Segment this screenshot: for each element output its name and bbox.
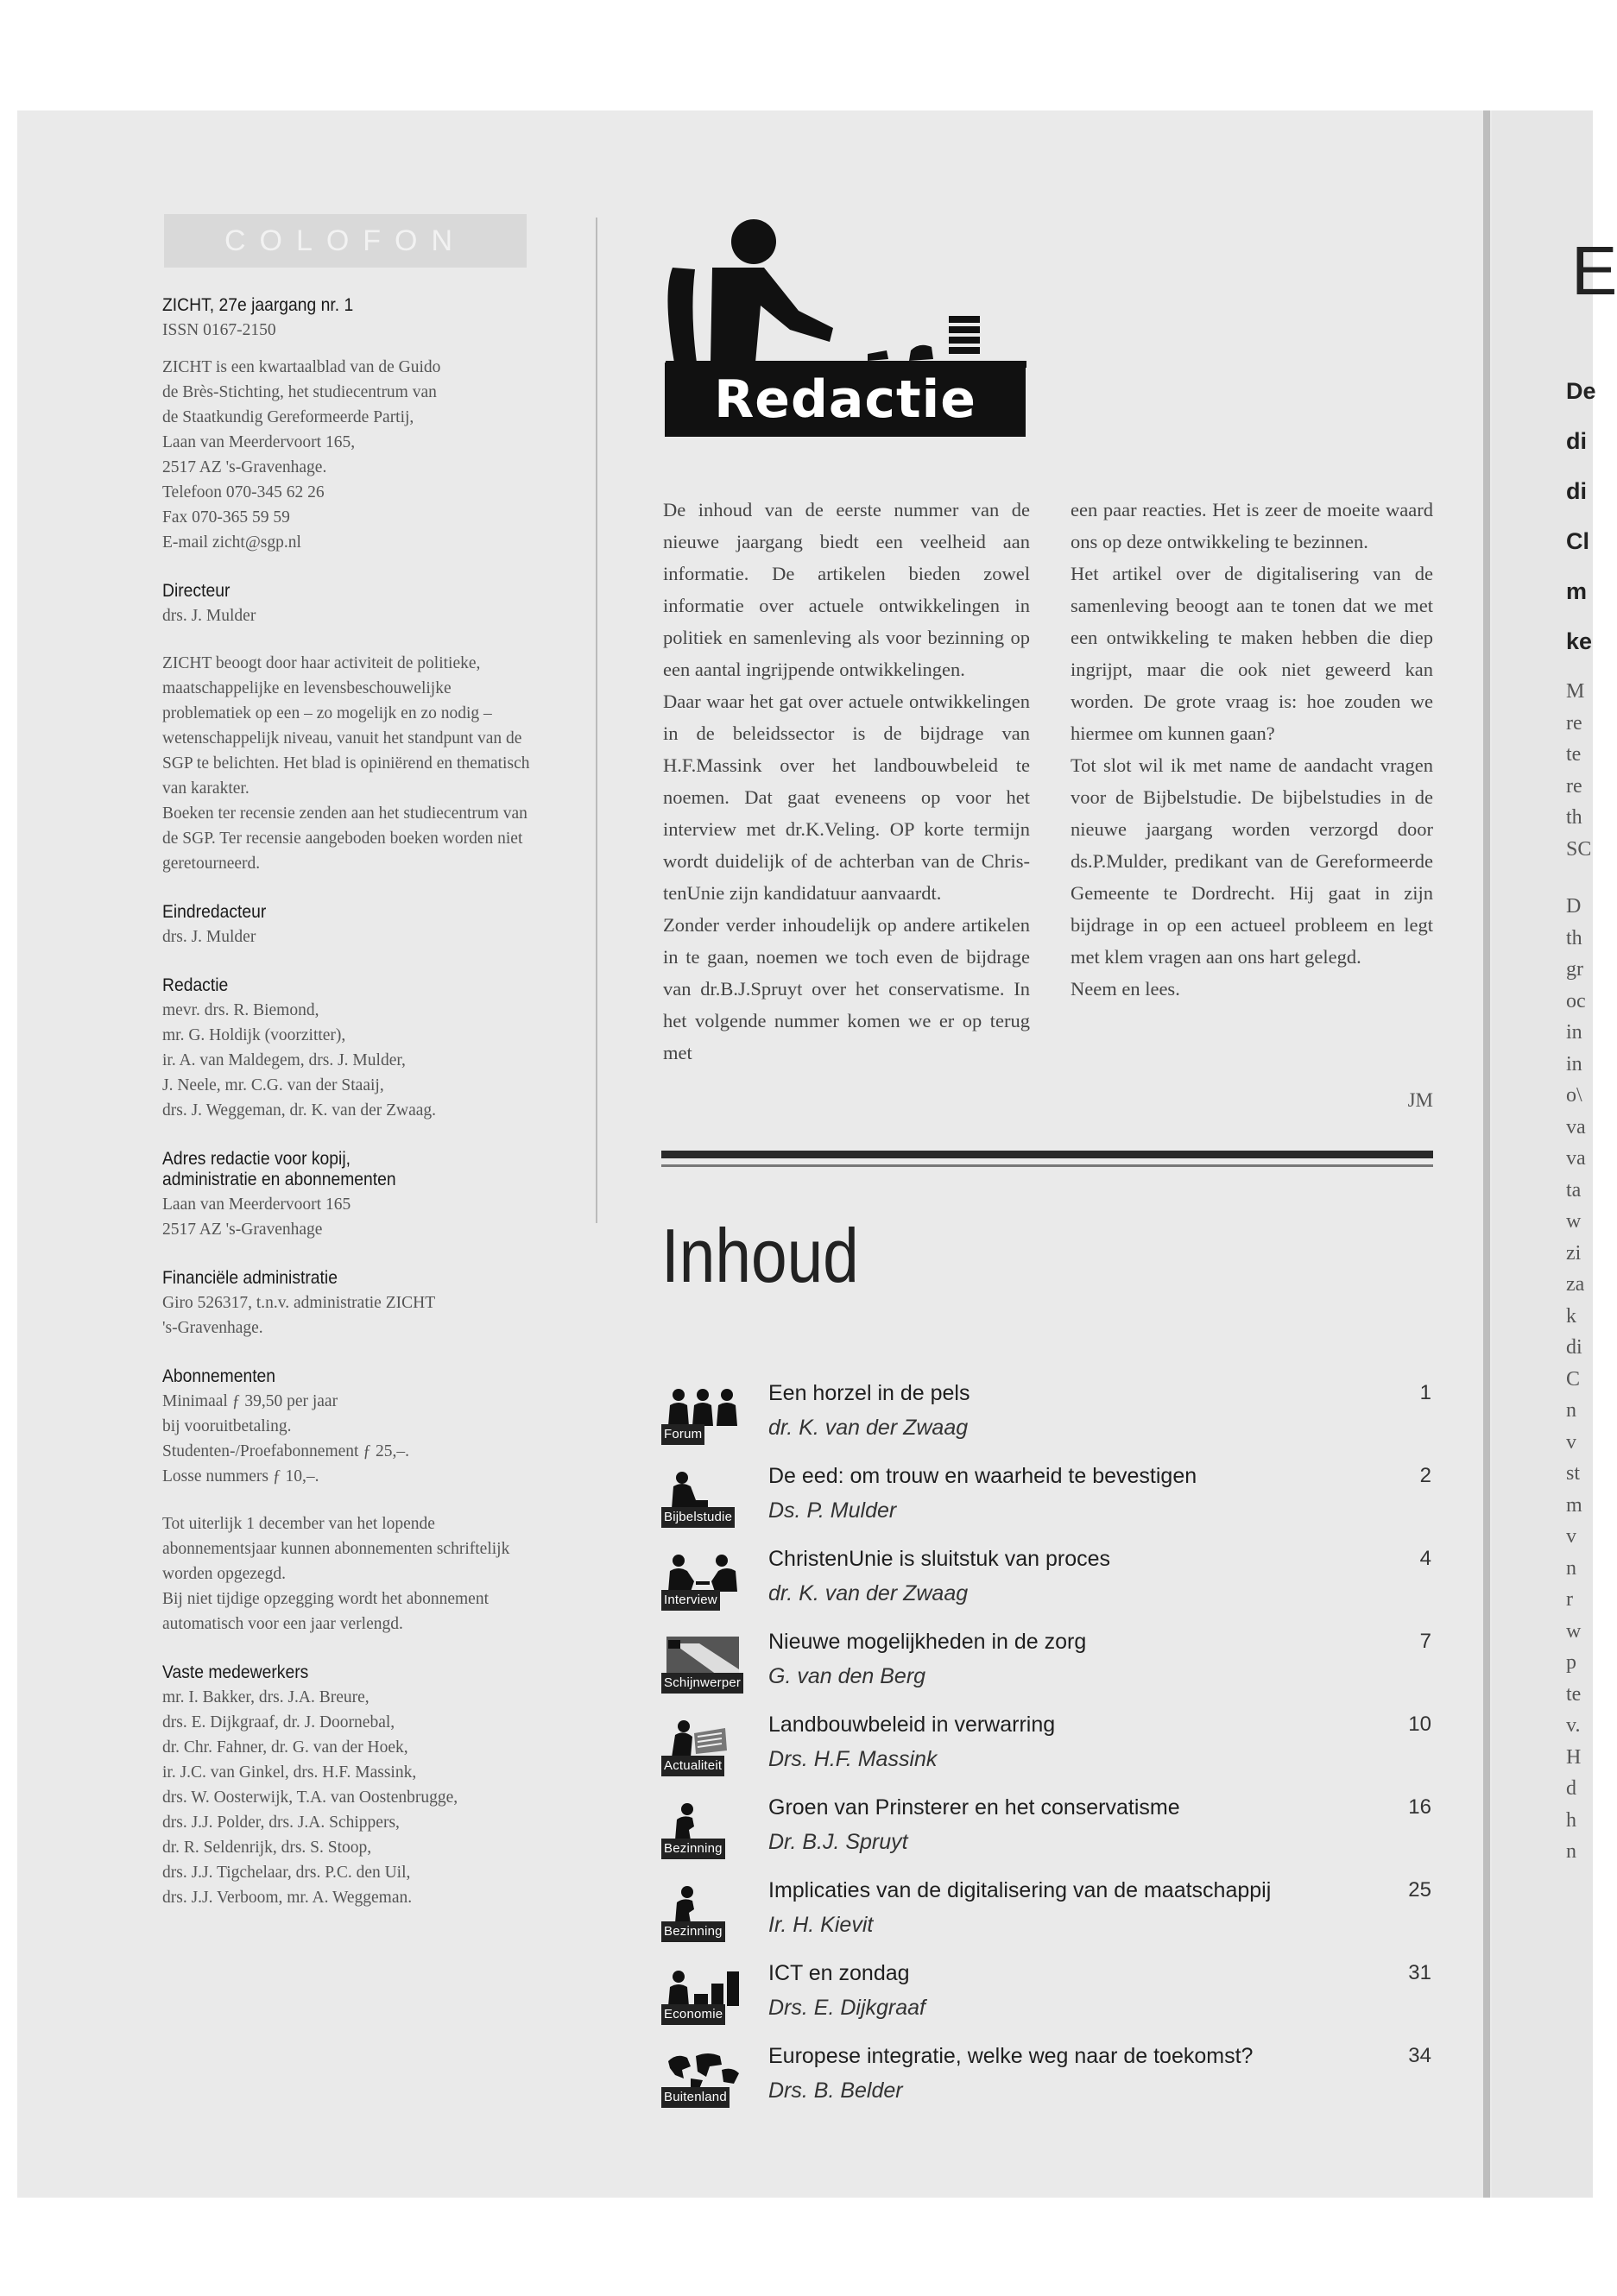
editorial-paragraph: De inhoud van de eerste nummer van de nieuwe jaargang biedt een veelheid aan informatie. De artikelen bieden zowel informatie over actuele ontwikkelingen in politiek en samenleving als voor bezinning op een aantal ingrijpende ontwikkelingen. <box>663 499 1030 680</box>
toc-item[interactable] <box>661 1713 1438 1792</box>
toc-category-tag: Bezinning <box>661 1839 725 1859</box>
right-page-text-fragment: va <box>1566 1115 1586 1139</box>
colophon-line: E-mail zicht@sgp.nl <box>162 533 301 552</box>
toc-author: Drs. B. Belder <box>768 2078 903 2103</box>
toc-category-tag: Forum <box>661 1424 704 1445</box>
toc-item[interactable] <box>661 1547 1438 1626</box>
editorial-signature: JM <box>1407 1089 1433 1111</box>
right-page-bold-fragment: di <box>1566 478 1587 504</box>
right-page-text-fragment: w <box>1566 1619 1582 1643</box>
column-divider <box>596 218 597 1223</box>
colophon-line: Minimaal ƒ 39,50 per jaar <box>162 1392 338 1410</box>
renewal-text: Bij niet tijdige opzegging wordt het abonnement automatisch voor een jaar verlengd. <box>162 1590 490 1633</box>
mission-text: ZICHT beoogt door haar activiteit de politieke, maatschappelijke en levensbeschouwelijke problematiek op een – zo mogelijk en zo nodig – wetenschappelijk niveau, vanuit het standpunt van de SGP te belichten. Het blad is opiniërend en thematisch van karakter. <box>162 654 530 798</box>
right-page-text-fragment: k <box>1566 1304 1576 1328</box>
right-page-text-fragment: te <box>1566 1682 1582 1706</box>
right-page-text-fragment: m <box>1566 1493 1582 1517</box>
reader-icon <box>665 1469 741 1509</box>
toc-page-number: 7 <box>1419 1630 1431 1653</box>
editorial-paragraph: Tot slot wil ik met name de aandacht vragen voor de Bijbelstudie. De bijbelstudies in de nieuwe jaargang worden verzorgd door ds.P.Mulder, predikant van de Gereformeerde Gemeente te Dordrecht. Hij gaat in zijn bijdrage in op een actueel probleem en legt met klem vragen aan ons hart gelegd. <box>1071 754 1433 968</box>
right-page-text-fragment: n <box>1566 1399 1576 1422</box>
colophon-line: Laan van Meerdervoort 165 <box>162 1195 351 1214</box>
colophon-line: drs. J. Weggeman, dr. K. van der Zwaag. <box>162 1101 437 1120</box>
redactie-header: Redactie <box>665 363 1026 437</box>
right-page-text-fragment: n <box>1566 1840 1576 1863</box>
issn: ISSN 0167-2150 <box>162 321 276 339</box>
colophon-tab: COLOFON <box>164 214 527 268</box>
toc-title: De eed: om trouw en waarheid te bevestigen <box>768 1464 1197 1488</box>
right-page-text-fragment: di <box>1566 1336 1582 1359</box>
right-page-text-fragment: v <box>1566 1525 1576 1548</box>
right-page-text-fragment: p <box>1566 1651 1576 1674</box>
thinker-icon <box>665 1801 741 1840</box>
thinker-icon <box>665 1883 741 1923</box>
right-page-text-fragment: th <box>1566 926 1582 949</box>
editorial-paragraph: Zonder verder inhoudelijk op andere artikelen in te gaan, noemen we toch even de bijdrage van dr.B.J.Spruyt over het conservatisme. In het volgende nummer komen we er op terug met <box>663 914 1030 1063</box>
toc-title: Implicaties van de digitalisering van de maatschappij <box>768 1878 1272 1902</box>
editorial-column-2 <box>1071 494 1433 1005</box>
economy-icon <box>665 1966 741 2006</box>
binding-gutter <box>1483 110 1490 2198</box>
toc-item[interactable] <box>661 1961 1438 2041</box>
colophon-line: 's-Gravenhage. <box>162 1319 263 1337</box>
colophon-line: mevr. drs. R. Biemond, <box>162 1001 319 1019</box>
section-rule-thin <box>661 1164 1433 1167</box>
spotlight-icon <box>665 1635 741 1675</box>
right-page-text-fragment: r <box>1566 1588 1573 1611</box>
toc-page-number: 34 <box>1408 2044 1431 2067</box>
colophon-line: ir. J.C. van Ginkel, drs. H.F. Massink, <box>162 1763 417 1782</box>
colophon-line: mr. G. Holdijk (voorzitter), <box>162 1026 346 1044</box>
right-page-text-fragment: n <box>1566 1556 1576 1580</box>
editorial-board-heading: Redactie <box>162 975 229 995</box>
toc-category-tag: Buitenland <box>661 2087 730 2108</box>
contributors-list <box>162 1685 534 1910</box>
colophon-line: drs. J.J. Verboom, mr. A. Weggeman. <box>162 1889 413 1907</box>
editorial-column-1 <box>663 494 1030 1069</box>
right-page-text-fragment: C <box>1566 1367 1581 1391</box>
colophon-line: drs. W. Oosterwijk, T.A. van Oostenbrugge, <box>162 1788 458 1807</box>
right-page-bold-fragment: ke <box>1566 628 1593 654</box>
toc-page-number: 4 <box>1419 1547 1431 1570</box>
toc-title: Landbouwbeleid in verwarring <box>768 1713 1056 1737</box>
right-page-initial: E <box>1571 232 1617 309</box>
right-page-text-fragment: D <box>1566 895 1582 918</box>
toc-page-number: 10 <box>1408 1713 1431 1736</box>
colophon-line: bij vooruitbetaling. <box>162 1417 292 1435</box>
toc-title: Een horzel in de pels <box>768 1381 970 1405</box>
toc-title: Nieuwe mogelijkheden in de zorg <box>768 1630 1087 1654</box>
toc-page-number: 2 <box>1419 1464 1431 1487</box>
colophon-line: drs. J.J. Tigchelaar, drs. P.C. den Uil, <box>162 1864 411 1882</box>
toc-author: Dr. B.J. Spruyt <box>768 1830 908 1854</box>
colophon-line: Telefoon 070-345 62 26 <box>162 483 325 501</box>
editorial-paragraph: Het artikel over de digitalisering van de samenleving beoogt aan te tonen dat we met een ontwikkeling te maken hebben die diep ingrijpt, maar die ook niet geweerd kan worden. De grote vraag is: hoe zouden we hiermee om kunnen gaan? <box>1071 563 1433 744</box>
director-heading: Directeur <box>162 581 231 601</box>
interview-icon <box>665 1552 741 1592</box>
subscriptions-heading: Abonnementen <box>162 1366 276 1386</box>
right-page-text-fragment: re <box>1566 711 1582 735</box>
editor-in-chief-name: drs. J. Mulder <box>162 928 256 946</box>
people-group-icon <box>665 1386 741 1426</box>
right-page-text-fragment: zi <box>1566 1241 1582 1265</box>
right-page-text-fragment: d <box>1566 1777 1576 1800</box>
colophon-line: dr. R. Seldenrijk, drs. S. Stoop, <box>162 1839 372 1857</box>
editorial-paragraph: een paar reacties. Het is zeer de moeite waard ons op deze ontwikkeling te bezinnen. <box>1071 499 1433 552</box>
section-rule <box>661 1151 1433 1158</box>
toc-category-tag: Economie <box>661 2004 725 2025</box>
right-page-text-fragment: te <box>1566 743 1582 766</box>
toc-page-number: 16 <box>1408 1795 1431 1819</box>
right-page-bold-fragment: di <box>1566 428 1587 454</box>
toc-title: ChristenUnie is sluitstuk van proces <box>768 1547 1110 1571</box>
right-magazine-page-edge <box>1492 110 1617 2198</box>
colophon <box>162 295 534 1910</box>
finance-heading: Financiële administratie <box>162 1268 338 1288</box>
colophon-line: Losse nummers ƒ 10,–. <box>162 1467 319 1485</box>
colophon-line: Fax 070-365 59 59 <box>162 508 290 527</box>
toc-item[interactable] <box>661 1464 1438 1543</box>
editorial-paragraph: Neem en lees. <box>1071 978 1180 1000</box>
colophon-line: J. Neele, mr. C.G. van der Staaij, <box>162 1076 384 1094</box>
right-page-text-fragment: gr <box>1566 958 1583 981</box>
right-page-text-fragment: SC <box>1566 837 1592 861</box>
right-page-text-fragment: ta <box>1566 1178 1582 1202</box>
toc-author: G. van den Berg <box>768 1664 926 1688</box>
toc-category-tag: Interview <box>661 1590 720 1611</box>
toc-author: Ir. H. Kievit <box>768 1913 874 1937</box>
review-note: Boeken ter recensie zenden aan het studiecentrum van de SGP. Ter recensie aangeboden boeken worden niet geretourneerd. <box>162 804 527 873</box>
address-heading-1: Adres redactie voor kopij, <box>162 1149 351 1169</box>
right-page-text-fragment: re <box>1566 774 1582 798</box>
colophon-line: drs. J.J. Polder, drs. J.A. Schippers, <box>162 1813 400 1832</box>
colophon-line: 2517 AZ 's-Gravenhage <box>162 1221 323 1239</box>
colophon-line: de Brès-Stichting, het studiecentrum van <box>162 383 437 401</box>
toc-heading: Inhoud <box>661 1213 859 1298</box>
toc-item[interactable] <box>661 1630 1438 1709</box>
toc-title: Groen van Prinsterer en het conservatisme <box>768 1795 1180 1820</box>
subscriptions-list <box>162 1389 534 1489</box>
colophon-line: ZICHT is een kwartaalblad van de Guido <box>162 358 441 376</box>
intro-lines <box>162 355 534 555</box>
finance-list <box>162 1290 534 1340</box>
toc-author: dr. K. van der Zwaag <box>768 1581 969 1605</box>
right-page-text-fragment: in <box>1566 1021 1582 1044</box>
toc-category-tag: Bijbelstudie <box>661 1507 735 1528</box>
right-page-bold-fragment: m <box>1566 578 1588 604</box>
toc-page-number: 31 <box>1408 1961 1431 1984</box>
right-page-bold-fragment: De <box>1566 378 1596 404</box>
toc-item[interactable] <box>661 1878 1438 1958</box>
colophon-line: de Staatkundig Gereformeerde Partij, <box>162 408 414 426</box>
toc-author: dr. K. van der Zwaag <box>768 1416 969 1440</box>
toc-author: Drs. E. Dijkgraaf <box>768 1996 925 2020</box>
toc-category-tag: Schijnwerper <box>661 1673 743 1694</box>
right-page-text-fragment: v <box>1566 1430 1576 1454</box>
toc-author: Drs. H.F. Massink <box>768 1747 938 1771</box>
toc-page-number: 25 <box>1408 1878 1431 1902</box>
right-page-text-fragment: h <box>1566 1808 1576 1832</box>
right-page-text-fragment: in <box>1566 1052 1582 1075</box>
colophon-line: Laan van Meerdervoort 165, <box>162 433 356 451</box>
colophon-line: drs. E. Dijkgraaf, dr. J. Doornebal, <box>162 1713 395 1731</box>
toc-item[interactable] <box>661 2044 1438 2123</box>
right-page-text-fragment: oc <box>1566 989 1586 1012</box>
director-name: drs. J. Mulder <box>162 607 256 625</box>
colophon-line: 2517 AZ 's-Gravenhage. <box>162 458 327 476</box>
editor-in-chief-heading: Eindredacteur <box>162 902 267 922</box>
colophon-line: dr. Chr. Fahner, dr. G. van der Hoek, <box>162 1738 408 1757</box>
toc-author: Ds. P. Mulder <box>768 1498 897 1523</box>
address-list <box>162 1192 534 1242</box>
right-page-text-fragment: v. <box>1566 1714 1581 1737</box>
contributors-heading: Vaste medewerkers <box>162 1662 309 1682</box>
right-page-text-fragment: M <box>1566 680 1585 703</box>
world-icon <box>665 2049 741 2089</box>
right-page-text-fragment: va <box>1566 1147 1586 1170</box>
toc-category-tag: Actualiteit <box>661 1756 724 1776</box>
right-page-text-fragment: za <box>1566 1273 1585 1296</box>
issue-heading: ZICHT, 27e jaargang nr. 1 <box>162 295 354 315</box>
right-page-text-fragment: w <box>1566 1210 1582 1233</box>
right-page-text-fragment: o\ <box>1566 1084 1582 1107</box>
editorial-paragraph: Daar waar het gat over actuele ontwikkelingen in de beleidssector is de bijdrage van H.F.Massink over het landbouwbeleid te noemen. Dat gaat eveneens op voor het interview met dr.K.Veling. OP korte termijn wordt duidelijk of de achterban van de ChristenUnie zijn kandidatuur aanvaardt. <box>663 691 1030 904</box>
colophon-line: ir. A. van Maldegem, drs. J. Mulder, <box>162 1051 406 1069</box>
address-heading-2: administratie en abonnementen <box>162 1170 396 1189</box>
toc-category-tag: Bezinning <box>661 1921 725 1942</box>
toc-item[interactable] <box>661 1381 1438 1460</box>
toc-title: Europese integratie, welke weg naar de toekomst? <box>768 2044 1254 2068</box>
toc-page-number: 1 <box>1419 1381 1431 1404</box>
colophon-line: Studenten-/Proefabonnement ƒ 25,–. <box>162 1442 409 1460</box>
right-page-text-fragment: H <box>1566 1745 1582 1769</box>
editorial-board-list <box>162 998 534 1123</box>
colophon-line: mr. I. Bakker, drs. J.A. Breure, <box>162 1688 370 1706</box>
right-page-text-fragment: st <box>1566 1462 1581 1485</box>
colophon-line: Giro 526317, t.n.v. administratie ZICHT <box>162 1294 436 1312</box>
toc-title: ICT en zondag <box>768 1961 910 1985</box>
newspaper-reader-icon <box>665 1718 741 1757</box>
toc-item[interactable] <box>661 1795 1438 1875</box>
right-page-text-fragment: th <box>1566 806 1582 829</box>
cancellation-text: Tot uiterlijk 1 december van het lopende abonnementsjaar kunnen abonnementen schriftelijk worden opgezegd. <box>162 1515 510 1583</box>
right-page-bold-fragment: Cl <box>1566 528 1589 554</box>
